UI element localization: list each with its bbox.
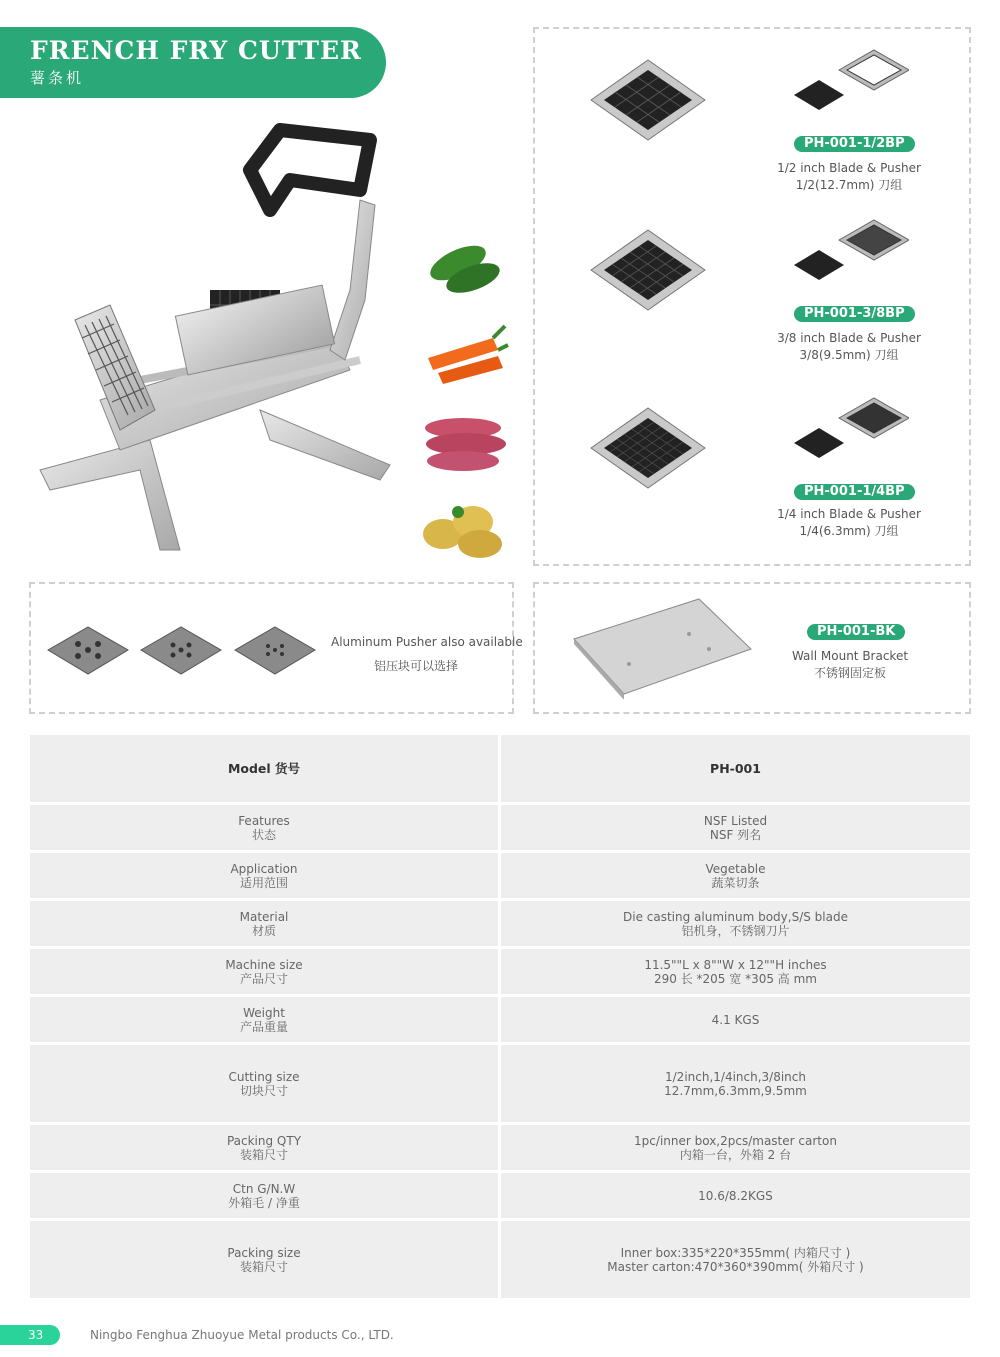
value-line-2: 铝机身，不锈钢刀片 [681,923,790,938]
french-fry-cutter-image [30,110,410,560]
blade-name-cn: 1/4(6.3mm) 刀组 [799,524,899,538]
pusher-image [789,210,909,285]
title-banner [0,27,386,98]
blade-caption [774,330,924,364]
label-cn: 产品重量 [239,1019,288,1034]
model-value: PH-001 [501,735,970,802]
blade-frame-image [586,398,710,498]
aluminum-pushers-image [43,612,323,682]
blade-name-en: 1/4 inch Blade & Pusher [777,507,921,521]
row-value [501,805,970,850]
blade-set-item [534,210,970,370]
row-value [501,1045,970,1122]
row-label [30,1045,498,1122]
value-line-1: NSF Listed [703,813,768,828]
row-label [30,853,498,898]
blade-frame-image [586,50,710,150]
aluminum-pusher-panel [29,582,523,714]
potato-image [418,492,510,562]
row-value [501,901,970,946]
row-value [501,1173,970,1218]
row-label [30,1173,498,1218]
table-header-row [30,735,970,802]
cucumber-image [418,233,510,303]
table-row [30,853,970,898]
blade-set-item [534,40,970,200]
bracket-caption [775,648,925,682]
value-line-1: 1pc/inner box,2pcs/master carton [634,1133,837,1148]
value-line-1: 4.1 KGS [711,1012,760,1027]
value-line-2: 蔬菜切条 [711,875,760,890]
aluminum-pusher-text-cn: 铝压块可以选择 [373,659,458,673]
page-subtitle: 薯条机 [30,69,85,87]
row-value [501,1125,970,1170]
row-label [30,901,498,946]
label-en: Packing QTY [226,1133,302,1148]
row-value [501,949,970,994]
bracket-name-en: Wall Mount Bracket [791,649,909,663]
value-line-1: 11.5""L x 8""W x 12""H inches [644,957,827,972]
label-en: Material [239,909,289,924]
value-line-1: 10.6/8.2KGS [698,1188,773,1203]
blade-name-cn: 1/2(12.7mm) 刀组 [795,178,903,192]
pusher-image [789,388,909,463]
blade-model-badge: PH-001-1/2BP [794,136,915,152]
label-cn: 外箱毛 / 净重 [228,1195,300,1210]
row-value [501,997,970,1042]
company-name: Ningbo Fenghua Zhuoyue Metal products Co., LTD. [90,1328,394,1342]
blade-model-badge: PH-001-1/4BP [794,484,915,500]
label-en: Application [230,861,298,876]
blade-set-item [534,388,970,548]
label-cn: 产品尺寸 [239,971,288,986]
bracket-name-cn: 不锈钢固定板 [813,666,886,680]
bracket-image [569,594,754,699]
label-cn: 装箱尺寸 [239,1147,288,1162]
value-line-1: Die casting aluminum body,S/S blade [623,909,848,924]
label-cn: 装箱尺寸 [239,1259,288,1274]
blade-name-en: 3/8 inch Blade & Pusher [777,331,921,345]
carrot-image [418,318,510,388]
table-row [30,1125,970,1170]
value-line-1: Vegetable [705,861,766,876]
model-label: Model 货号 [30,735,498,802]
value-line-1: 1/2inch,1/4inch,3/8inch [665,1069,806,1084]
page-title: FRENCH FRY CUTTER [30,36,362,65]
sweet-potato-image [418,408,510,478]
aluminum-pusher-caption [331,630,523,678]
table-row [30,1045,970,1122]
blade-caption [774,506,924,540]
table-row [30,1173,970,1218]
row-label [30,949,498,994]
label-en: Features [238,813,290,828]
label-en: Ctn G/N.W [232,1181,296,1196]
row-label [30,997,498,1042]
label-en: Machine size [225,957,303,972]
table-row [30,997,970,1042]
row-label [30,805,498,850]
blade-name-en: 1/2 inch Blade & Pusher [777,161,921,175]
row-value [501,1221,970,1298]
label-cn: 材质 [251,923,276,938]
value-line-2: 290 长 *205 宽 *305 高 mm [654,971,817,986]
label-en: Packing size [227,1245,301,1260]
table-row [30,901,970,946]
label-en: Cutting size [228,1069,300,1084]
blade-name-cn: 3/8(9.5mm) 刀组 [799,348,899,362]
table-row [30,949,970,994]
bracket-model-badge: PH-001-BK [807,624,905,640]
page-number: 33 [0,1325,60,1345]
table-row [30,805,970,850]
label-cn: 适用范围 [239,875,288,890]
pusher-image [789,40,909,115]
value-line-2: 12.7mm,6.3mm,9.5mm [664,1083,807,1098]
label-cn: 切块尺寸 [239,1083,288,1098]
value-line-2: 内箱一台，外箱 2 台 [679,1147,792,1162]
value-line-1: Inner box:335*220*355mm( 内箱尺寸 ) [620,1245,851,1260]
aluminum-pusher-text-en: Aluminum Pusher also available [331,635,523,649]
blade-model-badge: PH-001-3/8BP [794,306,915,322]
row-value [501,853,970,898]
row-label [30,1221,498,1298]
label-en: Weight [243,1005,285,1020]
blade-caption [774,160,924,194]
table-row [30,1221,970,1298]
wall-mount-bracket-panel [533,582,971,714]
label-cn: 状态 [251,827,276,842]
row-label [30,1125,498,1170]
value-line-2: NSF 列名 [709,827,762,842]
blade-frame-image [586,220,710,320]
value-line-2: Master carton:470*360*390mm( 外箱尺寸 ) [607,1259,864,1274]
